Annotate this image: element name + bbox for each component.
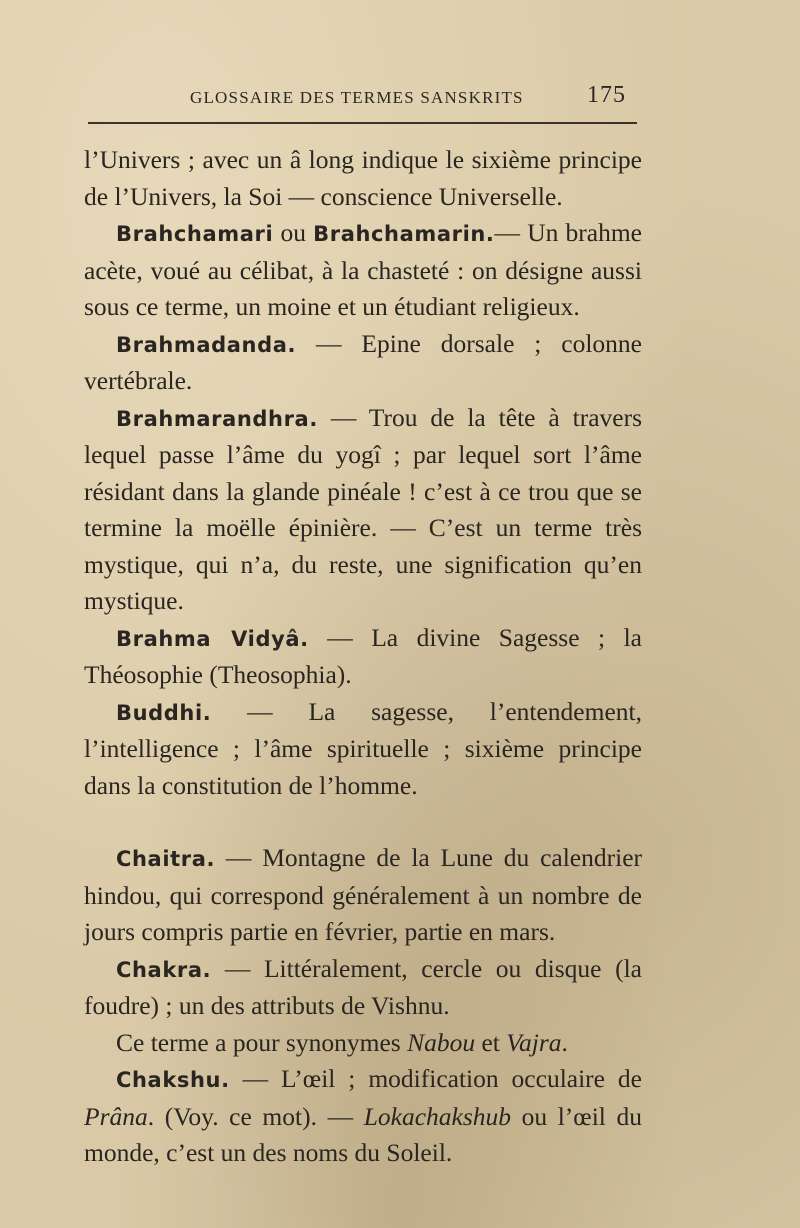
term-headword: Chakshu. — [116, 1068, 230, 1092]
term-definition: — Epine dorsale ; colonne vertébrale. — [84, 328, 642, 395]
entry-chaitra — [84, 840, 642, 951]
term-definition: ou l’œil du monde, c’est un des noms du Soleil. — [84, 1101, 642, 1167]
entry-chakra — [84, 951, 642, 1025]
continuation-text: l’Univers ; avec un â long indique le sixième principe de l’Univers, la Soi — conscience Universelle. — [84, 145, 642, 211]
term-definition: — La divine Sagesse ; la Théosophie (Theosophia). — [84, 622, 642, 689]
term-headword-alt: Brahchamarin. — [313, 222, 495, 246]
entry-brahmadanda — [84, 326, 642, 400]
page-header — [88, 78, 636, 118]
note-italic-term: Nabou — [407, 1027, 476, 1057]
entry-chakra-note — [84, 1025, 642, 1062]
term-definition: — Un brahme acète, voué au célibat, à la chasteté : on désigne aussi sous ce terme, un moine et un étudiant religieux. — [84, 218, 642, 321]
note-text: Ce terme a pour synonymes — [116, 1027, 408, 1057]
term-definition: — La sagesse, l’entendement, l’intelligence ; l’âme spirituelle ; sixième principe dans la constitution de l’homme. — [84, 696, 642, 800]
continuation-paragraph — [84, 142, 642, 215]
page-number: 175 — [587, 82, 626, 108]
term-definition: . (Voy. ce mot). — — [147, 1101, 364, 1131]
term-headword: Brahmadanda. — [116, 332, 297, 357]
section-gap — [84, 804, 642, 840]
entry-brahchamari — [84, 215, 642, 326]
term-headword: Buddhi. — [116, 700, 212, 725]
term-definition: — Littéralement, cercle ou disque (la foudre) ; un des attributs de Vishnu. — [84, 953, 642, 1020]
term-headword: Brahchamari — [116, 222, 274, 246]
italic-reference: Prâna — [84, 1101, 148, 1131]
term-headword: Chaitra. — [116, 847, 216, 871]
entry-chakshu — [84, 1061, 642, 1172]
term-headword: Brahma Vidyâ. — [116, 626, 309, 651]
term-definition: — Montagne de la Lune du calendrier hindou, qui correspond généralement à un nombre de jours compris partie en février, partie en mars. — [84, 843, 642, 946]
header-rule — [88, 122, 637, 124]
entry-brahma-vidya — [84, 620, 642, 694]
italic-reference: Lokachakshub — [363, 1101, 511, 1131]
term-headword: Brahmarandhra. — [116, 406, 318, 431]
running-title: GLOSSAIRE DES TERMES SANSKRITS — [190, 88, 524, 107]
term-definition: — L’œil ; modification occulaire de — [229, 1064, 642, 1093]
note-text: et — [475, 1027, 507, 1057]
glossary-text — [84, 142, 642, 1172]
note-text: . — [561, 1027, 568, 1057]
term-definition: — Trou de la tête à travers lequel passe l’âme du yogî ; par lequel sort l’âme résidant dans la glande pinéale ! c’est à ce trou que se termine la moëlle épinière. — C’est un terme très mystique, qui n’a, du reste, une signification qu’en mystique. — [84, 402, 642, 615]
entry-brahmarandhra — [84, 400, 642, 620]
term-headword: Chakra. — [116, 957, 212, 982]
entry-buddhi — [84, 694, 642, 805]
note-italic-term: Vajra — [506, 1027, 562, 1057]
term-connector: ou — [273, 218, 314, 247]
